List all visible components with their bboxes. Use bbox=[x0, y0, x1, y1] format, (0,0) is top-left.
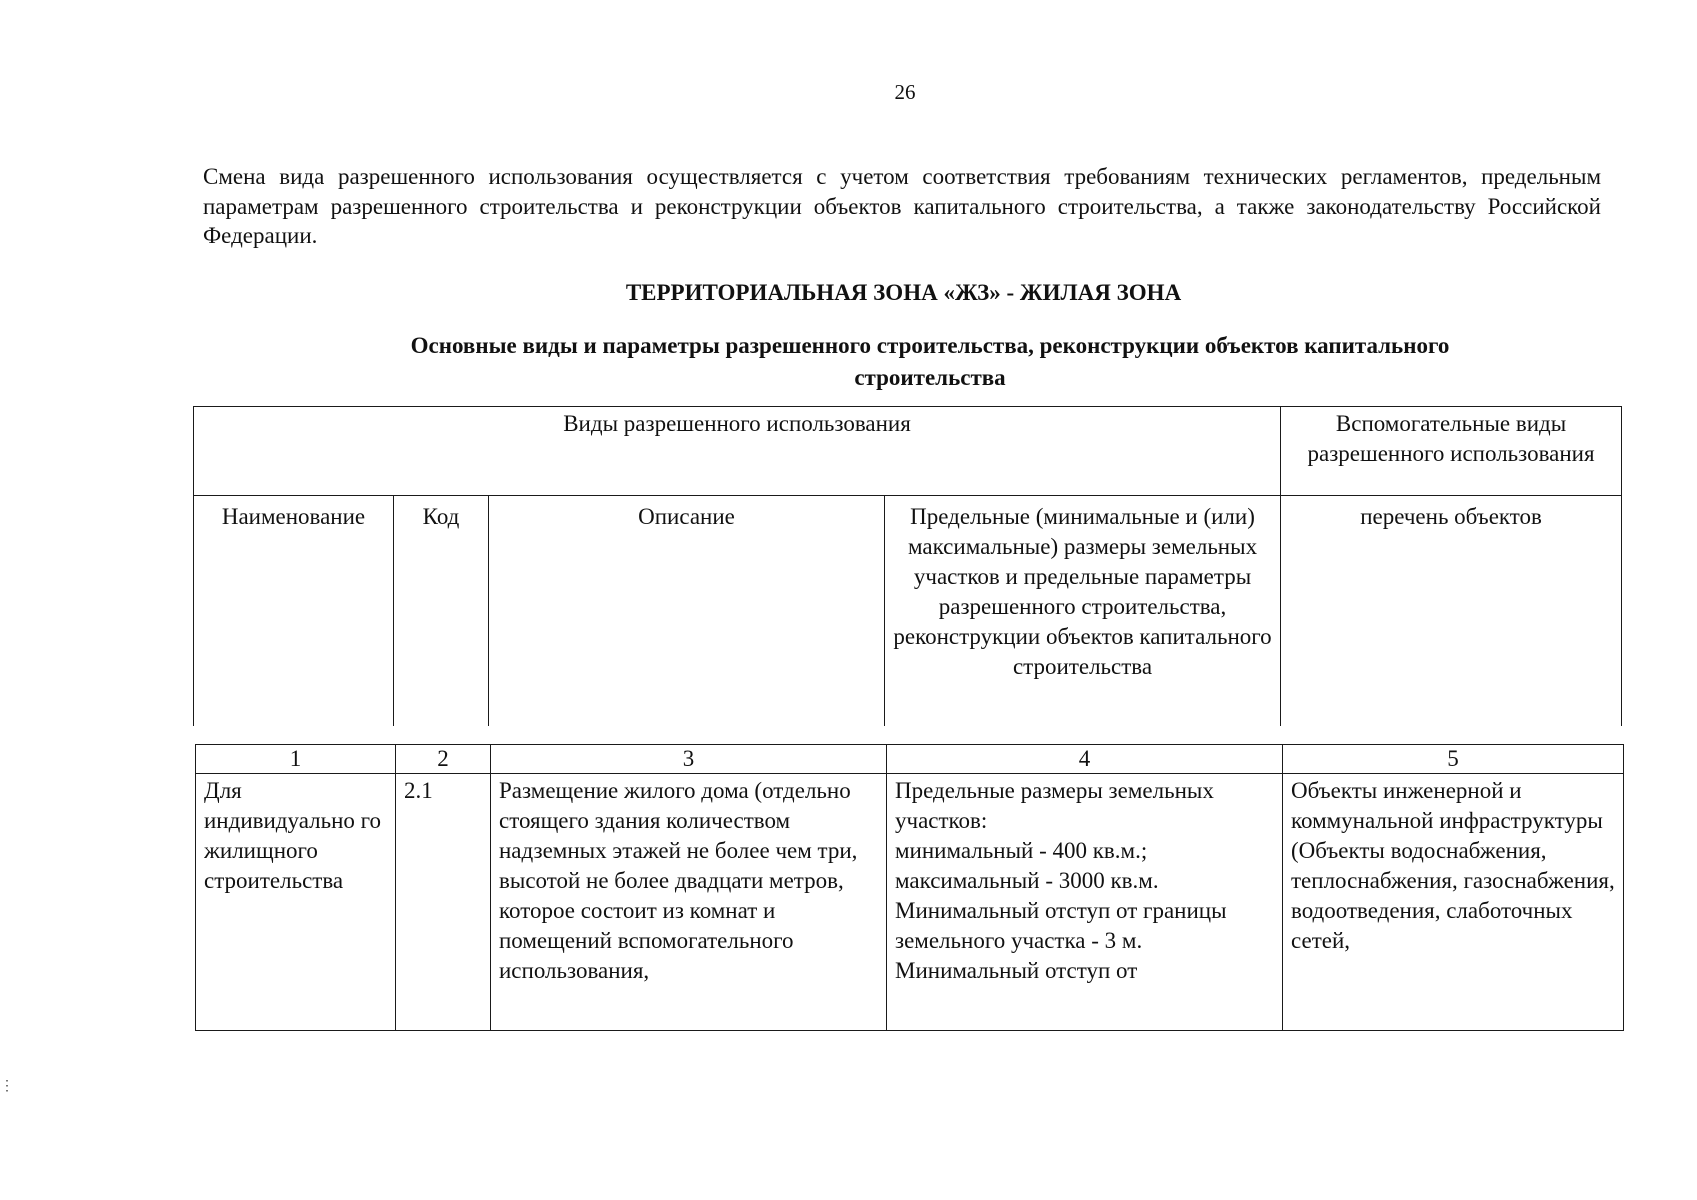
header-group-aux: Вспомогательные виды разрешенного использования bbox=[1281, 407, 1622, 496]
limits-line: Предельные размеры земельных участков: bbox=[895, 778, 1214, 833]
section-title bbox=[300, 330, 1560, 394]
column-number: 1 bbox=[196, 745, 396, 774]
cell-description-text: Размещение жилого дома (отдельно стоящего здания количеством надземных этажей не более чем три, высотой не более двадцати метров, которое состоит из комнат и помещений вспомогательного использования, bbox=[499, 778, 858, 983]
cell-objects-text: Объекты инженерной и коммунальной инфраструктуры (Объекты водоснабжения, теплоснабжения, газоснабжения, водоотведения, слаботочных сетей, bbox=[1291, 778, 1615, 953]
header-col-objects: перечень объектов bbox=[1281, 496, 1622, 727]
zone-title: ТЕРРИТОРИАЛЬНАЯ ЗОНА «ЖЗ» - ЖИЛАЯ ЗОНА bbox=[625, 280, 1182, 305]
column-number: 3 bbox=[491, 745, 887, 774]
limits-line: Минимальный отступ от bbox=[895, 958, 1138, 983]
section-title-line-1: Основные виды и параметры разрешенного строительства, реконструкции объектов капитального bbox=[410, 333, 1450, 358]
cell-objects bbox=[1283, 774, 1624, 1031]
cell-limits bbox=[887, 774, 1283, 1031]
header-col-code: Код bbox=[394, 496, 489, 727]
header-col-limits: Предельные (минимальные и (или) максимальные) размеры земельных участков и предельные параметры разрешенного строительства, реконструкции объектов капитального строительства bbox=[885, 496, 1281, 727]
column-number: 2 bbox=[396, 745, 491, 774]
header-col-description: Описание bbox=[489, 496, 885, 727]
scan-edge-mark: ⋮ bbox=[0, 1079, 14, 1094]
limits-line: Минимальный отступ от границы земельного участка - 3 м. bbox=[895, 898, 1227, 953]
cell-name-text: Для индивидуально го жилищного строительства bbox=[204, 778, 381, 893]
data-table bbox=[195, 744, 1624, 1031]
header-table bbox=[193, 406, 1622, 726]
cell-name bbox=[196, 774, 396, 1031]
cell-code bbox=[396, 774, 491, 1031]
column-number: 4 bbox=[887, 745, 1283, 774]
cell-code-text: 2.1 bbox=[404, 778, 433, 803]
limits-line: минимальный - 400 кв.м.; bbox=[895, 838, 1148, 863]
page-number: 26 bbox=[894, 80, 916, 104]
column-number-row bbox=[196, 745, 1624, 774]
header-group-main: Виды разрешенного использования bbox=[194, 407, 1281, 496]
header-col-name: Наименование bbox=[194, 496, 394, 727]
limits-line: максимальный - 3000 кв.м. bbox=[895, 868, 1159, 893]
cell-description bbox=[491, 774, 887, 1031]
table-row bbox=[196, 774, 1624, 1031]
intro-paragraph: Смена вида разрешенного использования осуществляется с учетом соответствия требованиям технических регламентов, предельным параметрам разрешенного строительства и реконструкции объектов капитального строительства, а также законодательству Российской Федерации. bbox=[203, 164, 1601, 248]
column-number: 5 bbox=[1283, 745, 1624, 774]
section-title-line-2: строительства bbox=[854, 365, 1006, 390]
